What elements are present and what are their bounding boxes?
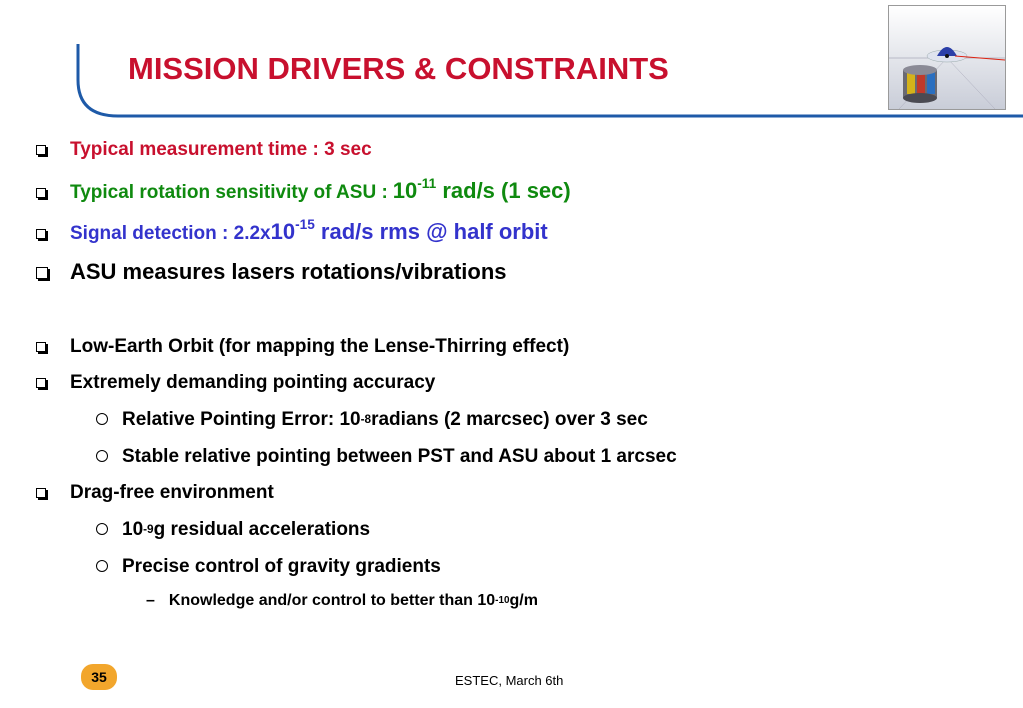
- bullet-text: Extremely demanding pointing accuracy: [70, 372, 436, 393]
- circle-bullet-icon: [96, 523, 108, 535]
- circle-bullet-icon: [96, 560, 108, 572]
- sub-bullet-stable-pointing: [96, 446, 677, 468]
- checkbox-bullet-icon: [36, 488, 46, 498]
- exponent: -15: [295, 216, 315, 232]
- bullet-low-earth-orbit: [36, 336, 569, 358]
- checkbox-bullet-icon: [36, 267, 48, 279]
- page-number-badge: 35: [81, 664, 117, 690]
- sub-bullet-residual-accelerations: 10 $^{-9}$ g residual accelerations: [96, 519, 370, 541]
- bullet-text: ASU measures lasers rotations/vibrations: [70, 259, 507, 284]
- bullet-drag-free: [36, 482, 274, 504]
- sub-bullet-relative-pointing-error: Relative Pointing Error: 10 $^{-8}$ radians (2 marcsec) over 3 sec: [96, 409, 648, 431]
- exponent: -11: [417, 175, 437, 191]
- exponent-base: 10: [392, 178, 418, 203]
- dash-bullet-icon: –: [146, 592, 155, 609]
- circle-bullet-icon: [96, 450, 108, 462]
- bullet-rotation-sensitivity: [36, 175, 571, 204]
- bullet-asu-measures: [36, 259, 507, 285]
- bullet-signal-detection: [36, 216, 548, 245]
- bullet-text: Drag-free environment: [70, 482, 274, 503]
- bullet-text: Low-Earth Orbit (for mapping the Lense-Thirring effect): [70, 336, 570, 357]
- checkbox-bullet-icon: [36, 342, 46, 352]
- bullet-text: Precise control of gravity gradients: [122, 556, 441, 577]
- bullet-text: Signal detection : 2.2x: [70, 223, 271, 244]
- checkbox-bullet-icon: [36, 145, 46, 155]
- circle-bullet-icon: [96, 413, 108, 425]
- bullet-text-suffix: rad/s (1 sec): [436, 178, 571, 203]
- bullet-text-suffix: rad/s rms @ half orbit: [314, 219, 548, 244]
- bullet-text: Stable relative pointing between PST and ASU about 1 arcsec: [122, 446, 677, 467]
- checkbox-bullet-icon: [36, 188, 46, 198]
- bullet-text: Typical measurement time : 3 sec: [70, 139, 372, 160]
- exponent-base: 10: [270, 219, 296, 244]
- bullet-text-suffix: g residual accelerations: [153, 519, 371, 540]
- footer-text: ESTEC, March 6th: [455, 673, 564, 688]
- bullet-text: Knowledge and/or control to better than 10: [168, 592, 496, 609]
- page-title: MISSION DRIVERS & CONSTRAINTS: [128, 51, 669, 86]
- bullet-text-suffix: g/m: [509, 592, 538, 609]
- checkbox-bullet-icon: [36, 229, 46, 239]
- bullet-pointing-accuracy: [36, 372, 435, 394]
- bullet-text: Relative Pointing Error: 10: [122, 409, 361, 430]
- bullet-text: Typical rotation sensitivity of ASU :: [70, 182, 388, 203]
- bullet-measurement-time: [36, 139, 372, 161]
- bullet-text: 10: [122, 519, 144, 540]
- bullet-text-suffix: radians (2 marcsec) over 3 sec: [371, 409, 648, 430]
- sub-bullet-gravity-gradients: [96, 556, 441, 578]
- spacecraft-illustration: [888, 5, 1006, 110]
- checkbox-bullet-icon: [36, 378, 46, 388]
- sub-sub-bullet-knowledge-control: – Knowledge and/or control to better than 10 $^{-10}$ g/m: [146, 592, 538, 609]
